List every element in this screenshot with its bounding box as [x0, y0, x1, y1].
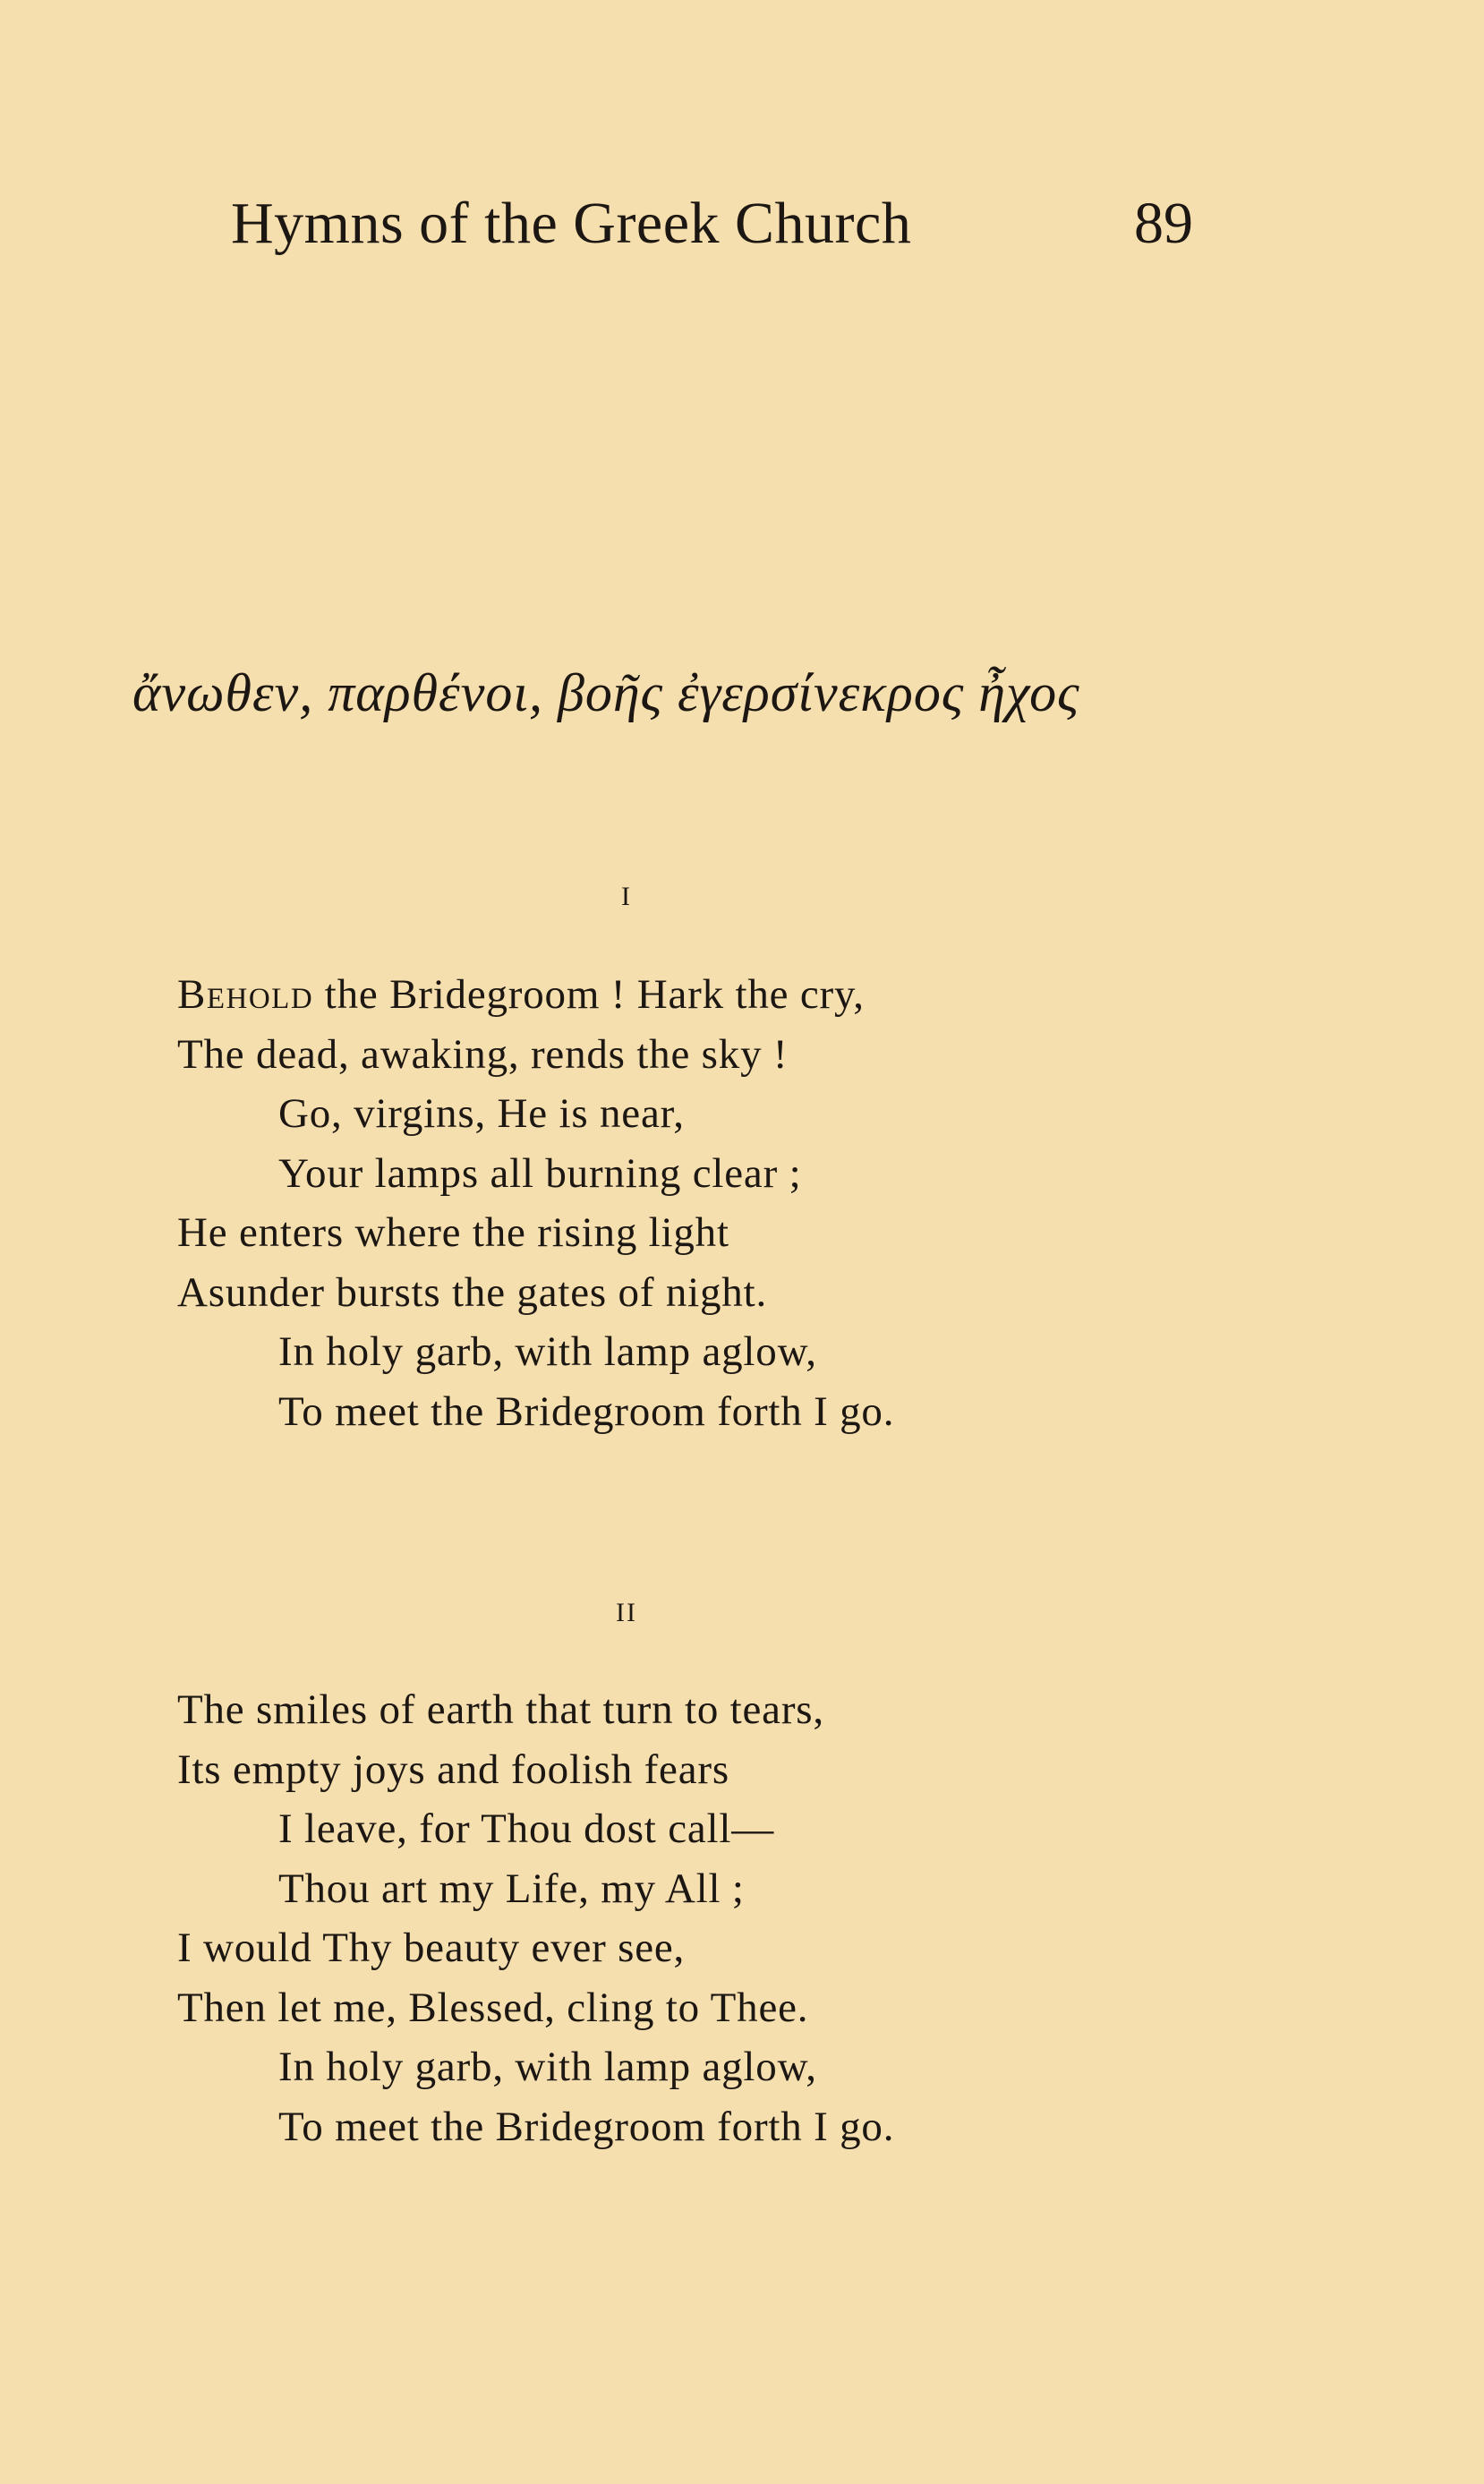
running-head — [231, 190, 1193, 270]
verse-line: To meet the Bridegroom forth I go. — [278, 2103, 895, 2150]
verse-line: Go, virgins, He is near, — [278, 1090, 685, 1137]
verse-line: Thou art my Life, my All ; — [278, 1865, 745, 1912]
running-title: Hymns of the Greek Church — [231, 191, 912, 256]
verse-line: Asunder bursts the gates of night. — [177, 1268, 767, 1316]
verse-line: Then let me, Blessed, cling to Thee. — [177, 1984, 809, 2031]
stanza-1 — [177, 965, 1162, 1441]
verse-line — [177, 965, 1162, 1025]
verse-line-rest: the Bridegroom ! Hark the cry, — [313, 971, 865, 1018]
verse-line: Your lamps all burning clear ; — [278, 1149, 802, 1197]
verse-line: I leave, for Thou dost call— — [278, 1805, 775, 1852]
verse-line: In holy garb, with lamp aglow, — [278, 1328, 817, 1375]
verse-line: He enters where the rising light — [177, 1209, 729, 1256]
stanza-numeral-1: I — [621, 882, 632, 911]
greek-epigraph: ἄνωθεν, παρθένοι, βοῆς ἐγερσίνεκρος ἦχος — [132, 663, 1080, 722]
verse-line: In holy garb, with lamp aglow, — [278, 2044, 817, 2090]
stanza-numeral-2: II — [616, 1598, 637, 1627]
verse-line: I would Thy beauty ever see, — [177, 1925, 686, 1971]
verse-line: The smiles of earth that turn to tears, — [177, 1686, 824, 1733]
stanza-2 — [177, 1680, 1162, 2156]
verse-first-word: Behold — [177, 971, 314, 1018]
page-number: 89 — [1134, 191, 1193, 256]
verse-line: To meet the Bridegroom forth I go. — [278, 1387, 895, 1435]
verse-line: The dead, awaking, rends the sky ! — [177, 1030, 789, 1078]
verse-line: Its empty joys and foolish fears — [177, 1746, 729, 1793]
